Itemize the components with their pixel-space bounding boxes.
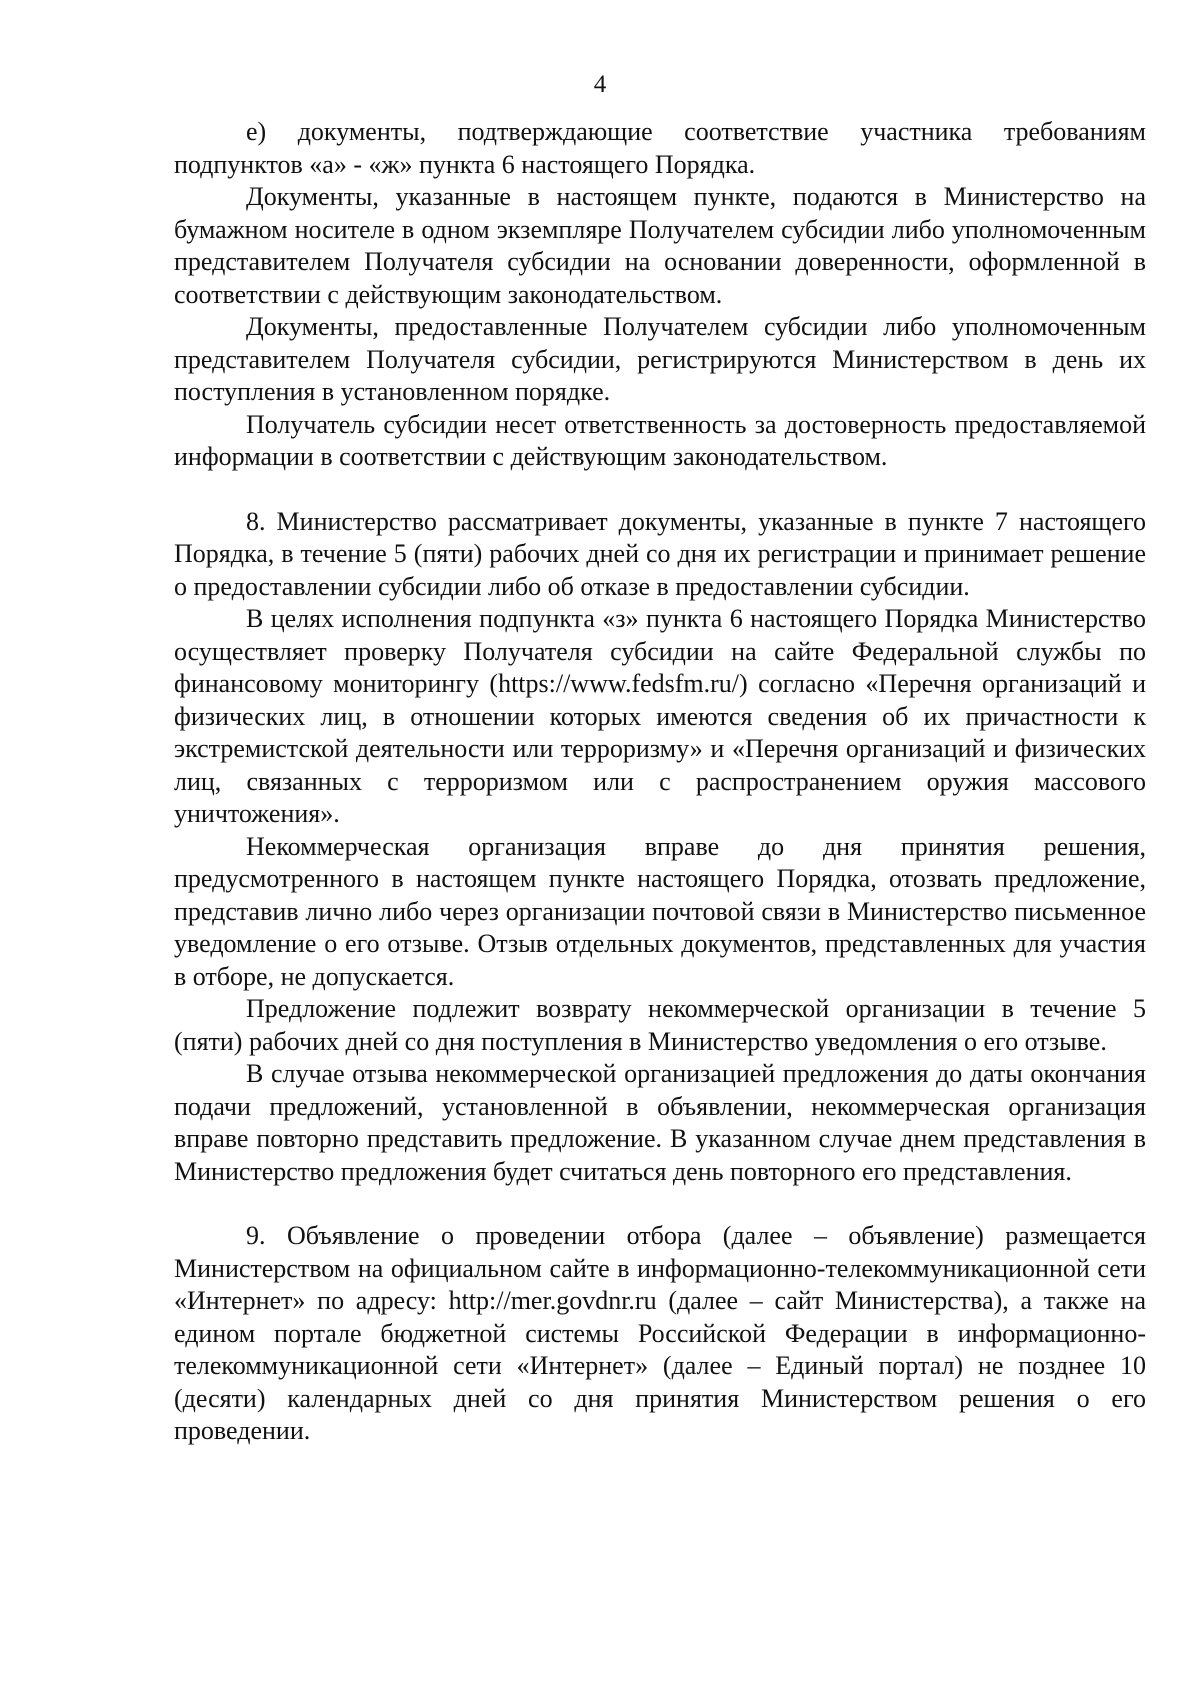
paragraph-clause-9: 9. Объявление о проведении отбора (далее – объявление) размещается Министерством на официальном сайте в информационно-телекоммуникационной сети «Интернет» по адресу: http://mer.govdnr.ru (далее – сайт Министерства), а также на едином портале бюджетной системы Российской Федерации в информационно-телекоммуникационной сети «Интернет» (далее – Единый портал) не позднее 10 (десяти) календарных дней со дня принятия Министерством решения о его проведении. xyxy=(174,1221,1146,1445)
page-number: 4 xyxy=(593,71,607,98)
paragraph-fedsfm-check: В целях исполнения подпункта «з» пункта 6 настоящего Порядка Министерство осуществляет проверку Получателя субсидии на сайте Федеральной службы по финансовому мониторингу (https://www.fedsfm.ru/) согласно «Перечня организаций и физических лиц, в отношении которых имеются сведения об их причастности к экстремистской деятельности или терроризму» и «Перечня организаций и физических лиц, связанных с терроризмом или с распространением оружия массового уничтожения». xyxy=(174,604,1146,828)
document-body xyxy=(174,116,1146,1448)
paragraph-item-e-documents: е) документы, подтверждающие соответствие участника требованиям подпунктов «а» - «ж» пункта 6 настоящего Порядка. xyxy=(174,117,1146,179)
paragraph-proposal-return: Предложение подлежит возврату некоммерческой организации в течение 5 (пяти) рабочих дней со дня поступления в Министерство уведомления о его отзыве. xyxy=(174,994,1146,1056)
paragraph-registration: Документы, предоставленные Получателем субсидии либо уполномоченным представителем Получателя субсидии, регистрируются Министерством в день их поступления в установленном порядке. xyxy=(174,312,1146,406)
paragraph-clause-8: 8. Министерство рассматривает документы, указанные в пункте 7 настоящего Порядка, в течение 5 (пяти) рабочих дней со дня их регистрации и принимает решение о предоставлении субсидии либо об отказе в предоставлении субсидии. xyxy=(174,506,1146,601)
paragraph-responsibility: Получатель субсидии несет ответственность за достоверность предоставляемой информации в соответствии с действующим законодательством. xyxy=(174,409,1146,471)
paragraph-submission-rules: Документы, указанные в настоящем пункте, подаются в Министерство на бумажном носителе в одном экземпляре Получателем субсидии либо уполномоченным представителем Получателя субсидии на основании доверенности, оформленной в соответствии с действующим законодательством. xyxy=(174,182,1146,309)
paragraph-withdrawal-right: Некоммерческая организация вправе до дня принятия решения, предусмотренного в настоящем пункте настоящего Порядка, отозвать предложение, представив лично либо через организации почтовой связи в Министерство письменное уведомление о его отзыве. Отзыв отдельных документов, представленных для участия в отборе, не допускается. xyxy=(174,831,1146,991)
paragraph-resubmission: В случае отзыва некоммерческой организацией предложения до даты окончания подачи предложений, установленной в объявлении, некоммерческая организация вправе повторно представить предложение. В указанном случае днем представления в Министерство предложения будет считаться день повторного его представления. xyxy=(174,1059,1146,1186)
